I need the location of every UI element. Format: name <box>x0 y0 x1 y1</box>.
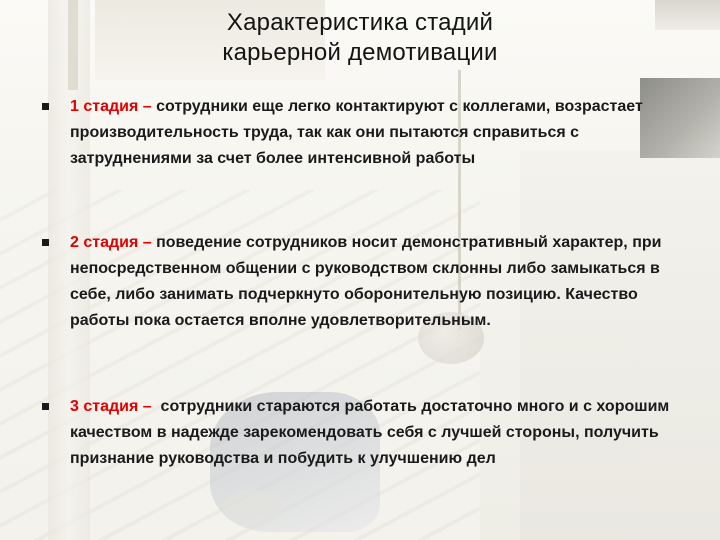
stage-label: 2 стадия <box>70 234 139 251</box>
stage-description: поведение сотрудников носит демонстративный характер, при непосредственном общении с руководством склонны либо замыкаться в себе, либо занимать подчеркнуто оборонительную позицию. Качество работы пока остается вполне удовлетворительным. <box>70 234 662 329</box>
bullet-square-icon <box>42 103 49 110</box>
slide-title <box>0 8 720 68</box>
slide-title-line-1: Характеристика стадий <box>226 9 494 36</box>
stage-dash: – <box>138 398 161 415</box>
stage-list <box>40 94 690 472</box>
slide-title-line-2: карьерной демотивации <box>222 39 498 66</box>
bullet-square-icon <box>42 239 49 246</box>
stage-item-3 <box>40 394 690 472</box>
stage-label: 1 стадия <box>70 98 139 115</box>
stage-item-2 <box>40 230 690 334</box>
stage-description: сотрудники еще легко контактируют с коллегами, возрастает производительность труда, так как они пытаются справиться с затруднениями за счет более интенсивной работы <box>70 98 643 167</box>
stage-label: 3 стадия <box>70 398 139 415</box>
stage-dash: – <box>138 98 157 115</box>
stage-description: сотрудники стараются работать достаточно много и с хорошим качеством в надежде зарекомендовать себя с лучшей стороны, получить признание руководства и побудить к улучшению дел <box>70 398 670 467</box>
stage-dash: – <box>138 234 157 251</box>
bullet-square-icon <box>42 403 49 410</box>
stage-item-1 <box>40 94 690 172</box>
